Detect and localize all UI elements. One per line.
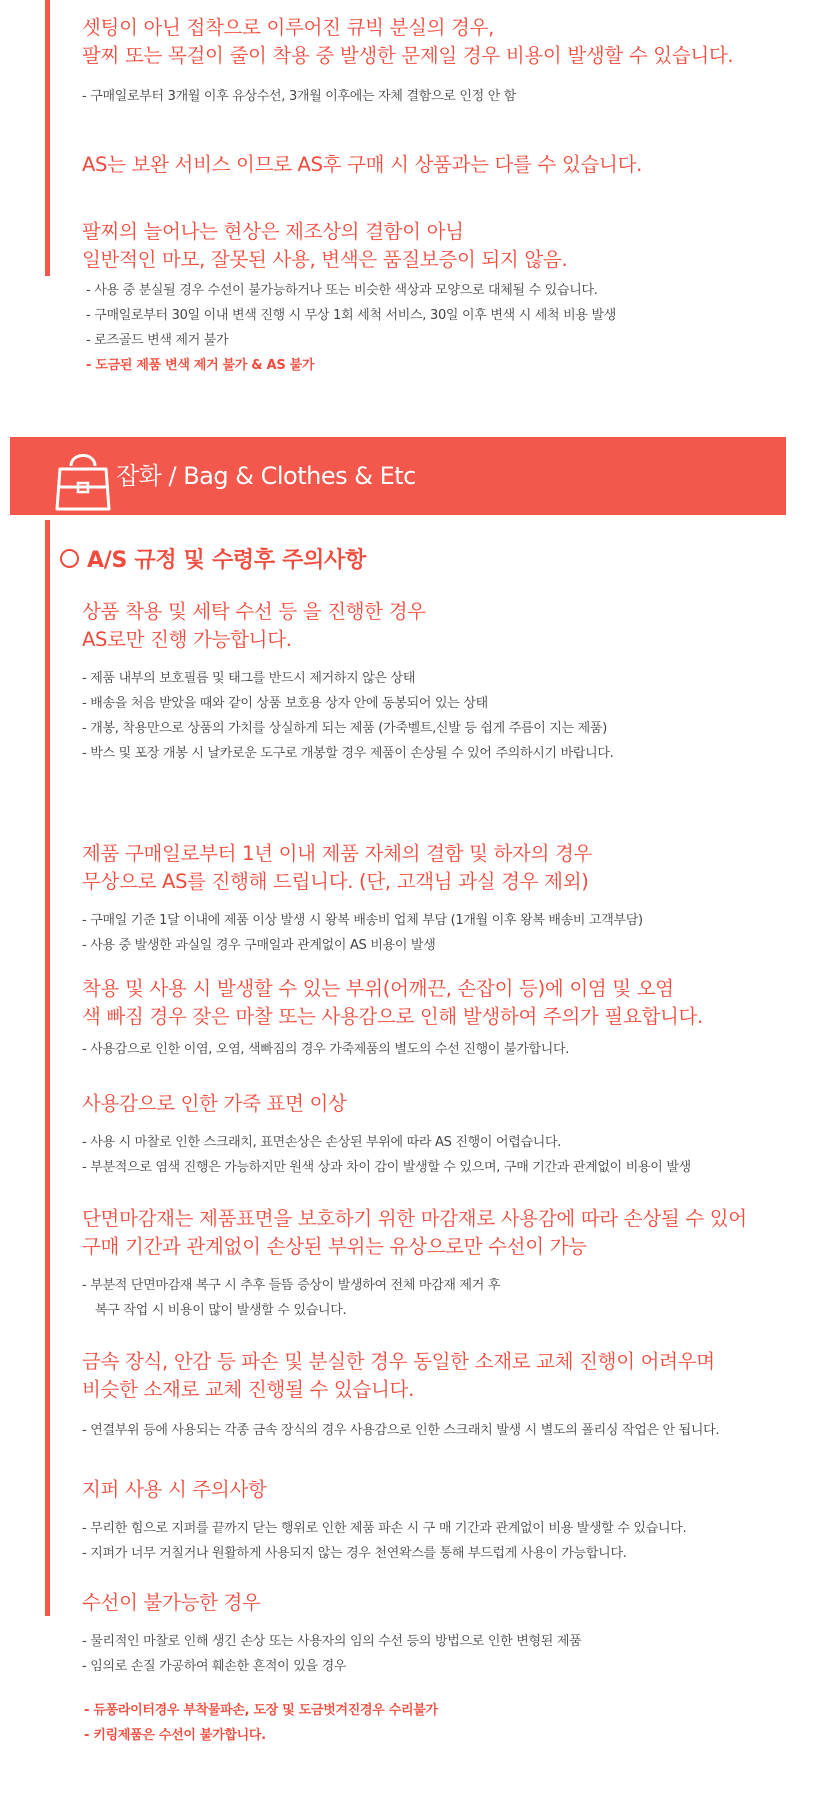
rule-note: - 배송을 처음 받았을 때와 같이 상품 보호용 상자 안에 동봉되어 있는 상태 xyxy=(82,696,488,711)
notice-heading-line: AS는 보완 서비스 이므로 AS후 구매 시 상품과는 다를 수 있습니다. xyxy=(82,153,643,176)
notice-heading-line: 팔찌 또는 목걸이 줄이 착용 중 발생한 문제일 경우 비용이 발생할 수 있습니다. xyxy=(82,44,734,67)
rule-note: - 임의로 손질 가공하여 훼손한 흔적이 있을 경우 xyxy=(82,1659,347,1674)
notice-heading-line: 셋팅이 아닌 접착으로 이루어진 큐빅 분실의 경우, xyxy=(82,16,495,39)
section-title-text: A/S 규정 및 수령후 주의사항 xyxy=(87,548,366,573)
rule-heading-line: 비슷한 소재로 교체 진행될 수 있습니다. xyxy=(82,1378,414,1401)
rule-note: - 사용감으로 인한 이염, 오염, 색빠짐의 경우 가죽제품의 별도의 수선 진행이 불가합니다. xyxy=(82,1042,570,1057)
rule-note: - 제품 내부의 보호필름 및 태그를 반드시 제거하지 않은 상태 xyxy=(82,671,416,686)
notice-cubic-loss xyxy=(82,14,796,109)
rule-block-defect xyxy=(82,840,796,958)
rule-heading-line: 무상으로 AS를 진행해 드립니다. (단, 고객님 과실 경우 제외) xyxy=(82,870,589,893)
rule-block-stain xyxy=(82,975,796,1062)
notice-heading-line: 일반적인 마모, 잘못된 사용, 변색은 품질보증이 되지 않음. xyxy=(82,248,568,271)
rule-heading-line: 단면마감재는 제품표면을 보호하기 위한 마감재로 사용감에 따라 손상될 수 있어 xyxy=(82,1207,747,1230)
banner-title: 잡화 / Bag & Clothes & Etc xyxy=(116,462,416,490)
notice-note: - 사용 중 분실될 경우 수선이 불가능하거나 또는 비슷한 색상과 모양으로 대체될 수 있습니다. xyxy=(86,283,598,298)
rule-heading-line: AS로만 진행 가능합니다. xyxy=(82,628,292,651)
rule-note: - 개봉, 착용만으로 상품의 가치를 상실하게 되는 제품 (가죽벨트,신발 등 쉽게 주름이 지는 제품) xyxy=(82,721,607,736)
rule-block-unrepairable xyxy=(82,1589,796,1679)
rule-heading-line: 착용 및 사용 시 발생할 수 있는 부위(어깨끈, 손잡이 등)에 이염 및 오염 xyxy=(82,977,674,1000)
rule-note: - 사용 중 발생한 과실일 경우 구매일과 관계없이 AS 비용이 발생 xyxy=(82,938,436,953)
rule-heading-line: 수선이 불가능한 경우 xyxy=(82,1591,261,1614)
handbag-icon xyxy=(50,445,116,511)
rule-heading-line: 상품 착용 및 세탁 수선 등 을 진행한 경우 xyxy=(82,600,426,623)
rule-block-metal-lining xyxy=(82,1348,796,1443)
notice-note-emphasis: - 도금된 제품 변색 제거 불가 & AS 불가 xyxy=(86,358,315,373)
rule-block-edge-finish xyxy=(82,1205,796,1323)
rule-note: - 무리한 힘으로 지퍼를 끝까지 닫는 행위로 인한 제품 파손 시 구 매 기간과 관계없이 비용 발생할 수 있습니다. xyxy=(82,1521,687,1536)
notice-heading-line: 팔찌의 늘어나는 현상은 제조상의 결함이 아님 xyxy=(82,220,464,243)
final-notes xyxy=(84,1698,796,1748)
final-note-emphasis: - 듀퐁라이터경우 부착물파손, 도장 및 도금벗겨진경우 수리불가 xyxy=(84,1703,438,1718)
rule-heading-line: 금속 장식, 안감 등 파손 및 분실한 경우 동일한 소재로 교체 진행이 어려우며 xyxy=(82,1350,715,1373)
rule-note: - 사용 시 마찰로 인한 스크래치, 표면손상은 손상된 부위에 따라 AS 진행이 어렵습니다. xyxy=(82,1135,562,1150)
rule-heading-line: 색 빠짐 경우 잦은 마찰 또는 사용감으로 인해 발생하여 주의가 필요합니다. xyxy=(82,1005,703,1028)
accent-line-bottom xyxy=(45,520,50,1616)
section-title xyxy=(60,545,366,577)
rule-note: - 부분적으로 염색 진행은 가능하지만 원색 상과 차이 감이 발생할 수 있으며, 구매 기간과 관계없이 비용이 발생 xyxy=(82,1160,691,1175)
rule-block-leather-surface xyxy=(82,1090,796,1180)
rule-note: - 구매일 기준 1달 이내에 제품 이상 발생 시 왕복 배송비 업체 부담 (1개월 이후 왕복 배송비 고객부담) xyxy=(82,913,643,928)
rule-note: - 연결부위 등에 사용되는 각종 금속 장식의 경우 사용감으로 인한 스크래치 발생 시 별도의 폴리싱 작업은 안 됩니다. xyxy=(82,1423,720,1438)
rule-heading-line: 지퍼 사용 시 주의사항 xyxy=(82,1478,267,1501)
rule-note: - 물리적인 마찰로 인해 생긴 손상 또는 사용자의 임의 수선 등의 방법으로 인한 변형된 제품 xyxy=(82,1634,582,1649)
rule-heading-line: 제품 구매일로부터 1년 이내 제품 자체의 결함 및 하자의 경우 xyxy=(82,842,593,865)
category-banner xyxy=(10,437,786,515)
rule-heading-line: 구매 기간과 관계없이 손상된 부위는 유상으로만 수선이 가능 xyxy=(82,1235,587,1258)
notice-note: - 로즈골드 변색 제거 불가 xyxy=(86,333,229,348)
final-note-emphasis: - 키링제품은 수선이 불가합니다. xyxy=(84,1728,266,1743)
notice-note: - 구매일로부터 3개월 이후 유상수선, 3개월 이후에는 자체 결함으로 인정 안 함 xyxy=(82,89,517,104)
rule-note: - 박스 및 포장 개봉 시 날카로운 도구로 개봉할 경우 제품이 손상될 수 있어 주의하시기 바랍니다. xyxy=(82,746,614,761)
accent-line-top xyxy=(45,0,50,276)
rule-heading-line: 사용감으로 인한 가죽 표면 이상 xyxy=(82,1092,347,1115)
notice-bracelet-stretch xyxy=(82,218,796,378)
notice-note: - 구매일로부터 30일 이내 변색 진행 시 무상 1회 세척 서비스, 30일 이후 변색 시 세척 비용 발생 xyxy=(86,308,617,323)
rule-note: 복구 작업 시 비용이 많이 발생할 수 있습니다. xyxy=(95,1303,347,1318)
rule-note: - 부분적 단면마감재 복구 시 추후 들뜸 증상이 발생하여 전체 마감재 제거 후 xyxy=(82,1278,501,1293)
notice-as-supplementary xyxy=(82,151,796,179)
rule-block-washed xyxy=(82,598,796,766)
rule-block-zipper xyxy=(82,1476,796,1566)
circle-icon xyxy=(60,549,79,568)
rule-note: - 지퍼가 너무 거칠거나 원활하게 사용되지 않는 경우 천연왁스를 통해 부드럽게 사용이 가능합니다. xyxy=(82,1546,627,1561)
